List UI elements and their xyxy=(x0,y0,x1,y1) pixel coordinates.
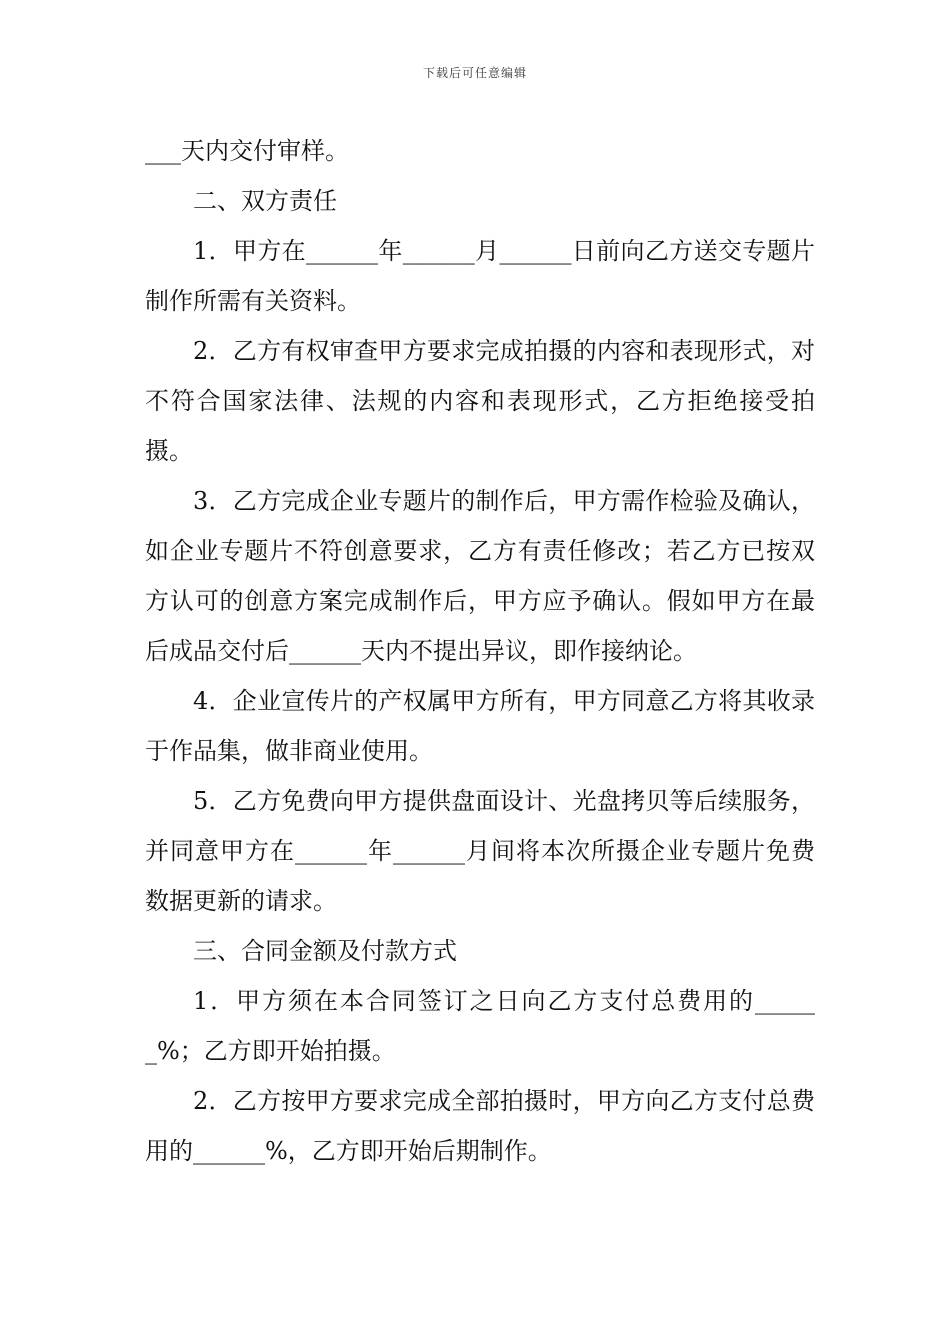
clause-2-2: 2．乙方有权审查甲方要求完成拍摄的内容和表现形式，对不符合国家法律、法规的内容和表现形式，乙方拒绝接受拍摄。 xyxy=(145,337,815,465)
clause-2-1: 1．甲方在______年______月______日前向乙方送交专题片制作所需有关资料。 xyxy=(145,237,815,315)
document-body xyxy=(145,126,815,1176)
clause-2-3: 3．乙方完成企业专题片的制作后，甲方需作检验及确认，如企业专题片不符创意要求，乙方有责任修改；若乙方已按双方认可的创意方案完成制作后，甲方应予确认。假如甲方在最后成品交付后______天内不提出异议，即作接纳论。 xyxy=(145,487,815,665)
clause-3-2: 2．乙方按甲方要求完成全部拍摄时，甲方向乙方支付总费用的______%，乙方即开始后期制作。 xyxy=(145,1087,815,1165)
page-header: 下载后可任意编辑 xyxy=(422,66,527,80)
clause-2-5: 5．乙方免费向甲方提供盘面设计、光盘拷贝等后续服务，并同意甲方在______年______月间将本次所摄企业专题片免费数据更新的请求。 xyxy=(145,787,815,915)
clause-2-4: 4．企业宣传片的产权属甲方所有，甲方同意乙方将其收录于作品集，做非商业使用。 xyxy=(145,687,815,765)
section-heading-payment: 三、合同金额及付款方式 xyxy=(193,937,457,965)
paragraph-delivery-days: ___天内交付审样。 xyxy=(145,137,349,165)
section-heading-responsibilities: 二、双方责任 xyxy=(193,187,337,215)
clause-3-1: 1．甲方须在本合同签订之日向乙方支付总费用的______%；乙方即开始拍摄。 xyxy=(145,987,815,1065)
